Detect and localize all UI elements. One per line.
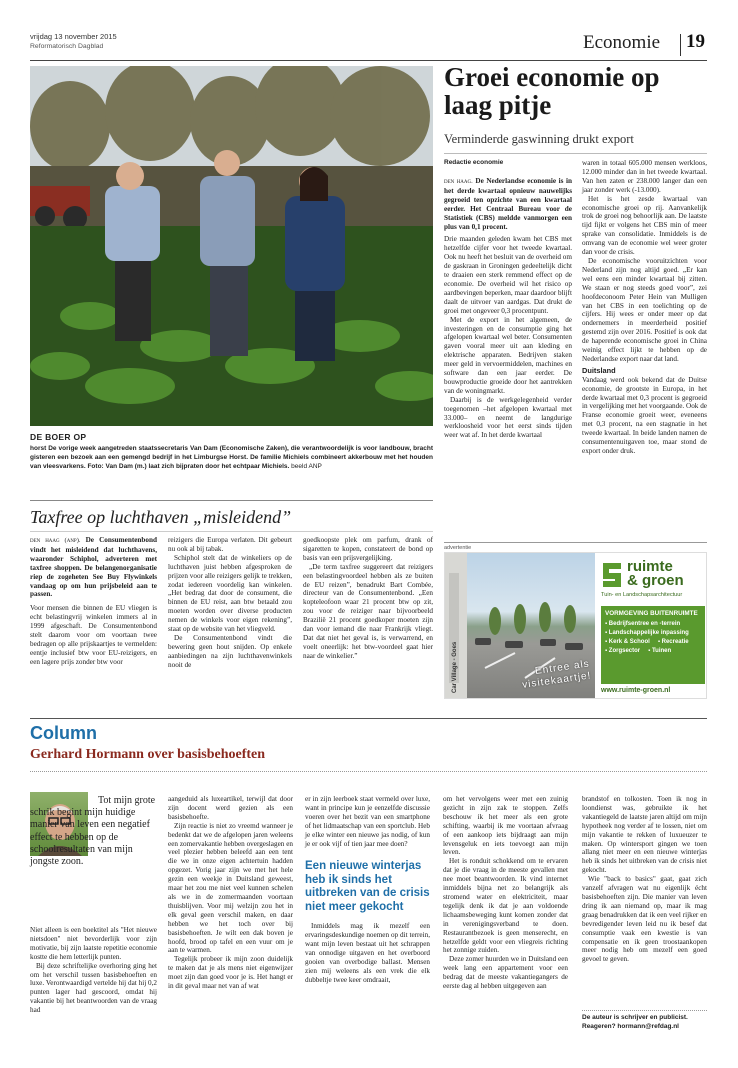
main-paragraph: waren in totaal 605.000 mensen werkloos, 12.000 minder dan in het tweede kwartaal. Van hen zaten er 238.000 langer dan een jaar zonder werk (-13.000). <box>582 159 707 194</box>
news-photo <box>30 66 433 426</box>
taxfree-col2 <box>168 536 292 670</box>
header-rule <box>30 60 707 61</box>
taxfree-paragraph: Schiphol stelt dat de winkeliers op de luchthaven juist hebben afgesproken de prijzen voor alle reizigers gelijk te trekken, zodat iedereen voordelig kan winkelen. „Het bedrag dat door de consument, die binnen de EU reist, aan btw betaald zou moeten worden over diverse producten nemen de winkels voor eigen rekening”, staat op de website van het vliegveld. <box>168 553 292 634</box>
main-subhead-duitsland: Duitsland <box>582 365 616 375</box>
main-article-col2 <box>582 159 707 456</box>
column-paragraph: Tegelijk probeer ik mijn zoon duidelijk te maken dat je als mens niet eigenwijzer moet zijn dan goed voor je is. Het hangt er in dit geval maar net van af wat <box>168 955 293 991</box>
advert-tagline: Tuin- en Landschapsarchitectuur <box>601 592 683 598</box>
photo-caption-text: horst De vorige week aangetreden staatssecretaris Van Dam (Economische Zaken), die verantwoordelijk is voor landbouw, bracht gisteren een bezoek aan een gemengd bedrijf in het Limburgse Horst. De familie Michiels combineert akkerbouw met het houden van vleesvarkens. Foto: Van Dam (m.) laat zich bijpraten door het echtpaar Michiels. <box>30 445 433 470</box>
advert-item: ▪ Recreatie <box>657 639 689 645</box>
advert-item: ▪ Bedrijfsentree en -terrein <box>605 621 681 627</box>
column-top-rule <box>30 718 707 719</box>
main-subheadline: Verminderde gaswinning drukt export <box>444 132 634 146</box>
taxfree-lead <box>30 536 157 599</box>
main-lead-text: De Nederlandse economie is in het derde kwartaal opnieuw nauwelijks gegroeid ten opzichte van een kwartaal eerder. Het Centraal Bureau voor de Statistiek (CBS) meldde vanmorgen een plus van 0,1 procent. <box>444 177 572 231</box>
taxfree-top-rule <box>30 500 433 501</box>
advert-top-rule <box>444 542 707 543</box>
column-paragraph: Inmiddels mag ik mezelf een ervaringsdeskundige noemen op dit terrein, want mijn leven bestaat uit het schrappen van onnodige uitgaven en het overboord gooien van overbodige ballast. Mensen zien mij weleens als een vrek die elk dubbeltje twee keer omdraait, <box>305 922 430 984</box>
column-paragraph: Het is ronduit schokkend om te ervaren dat je die vraag in de meeste gevallen met nee moet beantwoorden. Ik vind internet inmiddels bijna net zo belangrijk als stromend water en elektriciteit, maar tegelijk denk ik dat je aan voldoende lichaamsbeweging kunt komen zonder dat in verenigingsverband te doen. Restaurantbezoek is geen menserecht, en hetzelfde geldt voor een vliegreis richting het zonnige zuiden. <box>443 857 568 955</box>
column-paragraph: Bij deze schriftelijke overhoring ging het om het verschil tussen basisbehoeften en luxe. Verontwaardigd vertelde hij dat hij 0,2 punten lager had gescoord, omdat hij vakantie bij het beantwoorden van de vraag had <box>30 961 157 1015</box>
taxfree-headline: Taxfree op luchthaven „misleidend” <box>30 507 292 527</box>
advert-item-row <box>605 647 701 656</box>
main-paragraph: Drie maanden geleden kwam het CBS met hetzelfde cijfer voor het tweede kwartaal. Ook nu heeft het besluit van de overheid om de gaskraan in Groningen gedeeltelijk dicht te draaien een sterk remmend effect op de economie. De overheid wil het risico op aardbevingen beperken, maar daardoor blijft daalt de uitvoer van aardgas. Dat drukt de groei met ongeveer 0,3 procentpunt. <box>444 235 572 315</box>
advert-label: advertentie <box>444 545 472 551</box>
advert-logo <box>601 561 623 589</box>
column-col1 <box>30 926 157 1015</box>
advert-heading: VORMGEVING BUITENRUIMTE <box>605 610 698 617</box>
header-divider <box>680 34 681 56</box>
column-col4 <box>443 795 568 991</box>
column-footer-rule <box>582 1010 707 1011</box>
taxfree-paragraph: „De term taxfree suggereert dat reizigers een belastingvoordeel hebben als ze buiten de EU reizen”, benadrukt Bart Combée, directeur van de Consumentenbond. „Een kopteleofoon waar 21 procent btw op zit, zou voor de reiziger naar bijvoorbeeld Brazilië 21 procent goedkoper moeten zijn dan voor iemand die naar Frankrijk vliegt. Dat dat niet het geval is, is verwarrend, en voelt oneerlijk: het btw-voordeel gaat hier naar de winkelier.” <box>303 562 433 660</box>
main-paragraph: De economische vooruitzichten voor Nederland zijn nog altijd goed. „Er kan wel eens een minder kwartaal bij zitten. We staan er nog steeds goed voor”, zei hoofdeconoom Peter Hein van Mulligen van het CBS in een toelichting op de cijfers. Hij wees er onder meer op dat ondernemers in meerderheid positief gestemd zijn over 2016. Positief is ook dat de haperende economische groei in China weinig effect lijkt te hebben op de Nederlandse export naar dat land. <box>582 256 707 363</box>
advert-item: ▪ Landschappelijke inpassing <box>605 630 689 636</box>
advert-item-row <box>605 638 701 647</box>
column-paragraph: aangeduid als luxeartikel, terwijl dat door zijn docent werd gezien als een basisbehoefte. <box>168 795 293 821</box>
column-col2 <box>168 795 293 991</box>
main-paragraph: Met de export in het algemeen, de investeringen en de consumptie ging het afgelopen kwartaal wel beter. Consumenten gaven vooral meer uit aan kleding en elektrische apparaten. Bedrijven staken meer geld in vervoermiddelen, machines en software dan een jaar eerder. De bouwproductie groeide door het aantrekken van de woningmarkt. <box>444 315 572 395</box>
column-paragraph: brandstof en tolkosten. Toen ik nog in loondienst was, gebruikte ik het vakantiegeld de laatste jaren altijd om mijn hypotheek nog verder af te lossen, niet om mijn vakantie te rekken of luxueuzer te maken. Op wintersport gingen we toen allang niet meer en een nieuwe winterjas heb ik sinds het uitbreken van de crisis niet gekocht. <box>582 795 707 875</box>
column-paragraph: Deze zomer huurden we in Duitsland een week lang een appartement voor een bedrag dat de meeste vakantiegangers de eerste dag al hebben uitgegeven aan <box>443 955 568 991</box>
column-paragraph: Niet alleen is een boektitel als "Het nieuwe nietsdoen" niet bevorderlijk voor zijn motivatie, bij zijn laatste repetitie economie kostte die hem letterlijk punten. <box>30 926 157 961</box>
advert-green-box <box>601 606 705 684</box>
photo-credit: beeld ANP <box>291 463 322 470</box>
taxfree-lead-text: De Consumentenbond vindt het misleidend dat luchthavens, waaronder Schiphol, adverteren met taxfree shoppen. De belangenorganisatie riep de zogeheten See Buy Flywinkels vandaag op om hun prijsbeleid aan te passen. <box>30 536 157 599</box>
photo-caption <box>30 444 433 471</box>
advert-photo-label: Car Village - Goes <box>452 641 458 693</box>
column-col5 <box>582 795 707 964</box>
taxfree-paragraph: reizigers die Europa verlaten. Dit gebeurt nu ook al bij tabak. <box>168 536 292 553</box>
section-name: Economie <box>583 32 661 53</box>
advert-brand-line1: ruimte <box>627 558 673 575</box>
column-paragraph: Zijn reactie is niet zo vreemd wanneer je bedenkt dat we de afgelopen jaren weleens een zomervakantie hebben overgeslagen en veel plezier hebben beleefd aan een tent die we in onze eigen achtertuin hadden opgezet. Vorig jaar zijn we met het hele gezin een weekje in Duitsland geweest, maar het zou me niet veel kunnen schelen als we in de zomermaanden voortaan thuisblijven. Voor mij welzijn zou het in elk geval geen verschil maken, en daar hebben we het toch over bij basisbehoeften. Je wilt een dak boven je hoofd, brood op tafel en een vuur om je aan te warmen. <box>168 821 293 955</box>
advert-item: ▪ Zorgsector <box>605 648 641 654</box>
main-subhead-rule <box>444 153 707 154</box>
advert-photo-slogan: Entree als visitekaartje! <box>521 658 593 691</box>
page-number: 19 <box>686 31 705 52</box>
advert-url[interactable]: www.ruimte-groen.nl <box>601 687 671 694</box>
column-paragraph: om het vervolgens weer met een zuinig gezicht in zijn zak te stoppen. Zelfs beschouw ik het meer als een grote schifting, waarbij ik me voortaan afvraag of een aankoop iets bijdraagt aan mijn levensgeluk en iets toevoegt aan mijn leven. <box>443 795 568 857</box>
taxfree-head-rule <box>30 531 433 532</box>
main-lead <box>444 177 572 231</box>
taxfree-col1 <box>30 536 157 667</box>
main-headline: Groei economie op laag pitje <box>444 62 660 120</box>
advertisement[interactable] <box>444 552 707 699</box>
main-paragraph: Het is het zesde kwartaal van economische groei op rij. Aanvankelijk trok de groei nog behoorlijk aan. De laatste tijd fijkt er volgens het CBS min of meer sprake van consolidatie. Inmiddels is de omvang van de economie wel weer groter dan voor de crisis. <box>582 194 707 257</box>
advert-item: ▪ Kerk & School <box>605 639 650 645</box>
column-pullquote: Een nieuwe winterjas heb ik sinds het uitbreken van de crisis niet meer gekocht <box>305 860 430 913</box>
taxfree-lead-dateline: den haag (anp). <box>30 537 81 544</box>
advert-photo <box>445 553 595 699</box>
column-col3 <box>305 795 430 985</box>
advert-logo-icon <box>601 561 623 589</box>
photo-illustration <box>30 66 433 426</box>
column-label: Column <box>30 723 97 743</box>
taxfree-paragraph: De Consumentenbond vindt die bewering geen hout snijden. Op enkele aanbiedingen na zijn luchthavenwinkels nooit de <box>168 633 292 669</box>
column-intro: Tot mijn grote schrik begint mijn huidige manier van leven een negatief effect te hebben op de schoolresultaten van mijn jongste zoon. <box>30 795 156 868</box>
publication-name: Reformatorisch Dagblad <box>30 43 104 50</box>
main-paragraph: Daarbij is de werkgelegenheid verder toegenomen –het afgelopen kwartaal met 33.000– en neemt de langdurige werkloosheid voor het eerst sinds tijden weer wat af. In het derde kwartaal <box>444 395 572 440</box>
advert-item: ▪ Tuinen <box>648 648 672 654</box>
page-date: vrijdag 13 november 2015 <box>30 32 117 41</box>
taxfree-col3 <box>303 536 433 661</box>
taxfree-paragraph: goedkoopste plek om parfum, drank of sigaretten te kopen, constateert de bond op basis van een prijsvergelijking. <box>303 536 433 562</box>
column-paragraph: er in zijn leerboek staat vermeld over luxe, want in principe kun je eenzelfde discussie voeren over het bezit van een smartphone of het lidmaatschap van een sportclub. Heb je elke winter een nieuwe jas nodig, of kun je er ook vijf of tien jaar mee doen? <box>305 795 430 848</box>
main-article-col1 <box>444 177 572 440</box>
column-title: Gerhard Hormann over basisbehoeften <box>30 747 266 762</box>
main-byline: Redactie economie <box>444 159 504 166</box>
main-paragraph: Vandaag werd ook bekend dat de Duitse economie, de grootste in Europa, in het derde kwartaal met 0,3 procent is gegroeid in vergelijking met het voorgaande. Ook de Franse economie groeit weer, eveneens met 0,3 procent, na een stagnatie in het tweede kwartaal. In beide landen namen de consumentenuitgaven toe, maar stond de export onder druk. <box>582 375 707 455</box>
column-paragraph: Wie "back to basics" gaat, gaat zich vanzelf afvragen wat nu eigenlijk écht basisbehoeften zijn. Die manier van leven dring ik aan niemand op, maar ik mag graag benadrukken dat ik een veel rijker en bevredigender leven leid nu ik besef dat consumptie vaak een kwestie is van compensatie en ik geen troostaankopen meer nodig heb om mezelf een goed gevoel te geven. <box>582 875 707 964</box>
main-lead-dateline: den haag. <box>444 178 473 185</box>
taxfree-paragraph: Voor mensen die binnen de EU vliegen is echt belastingvrij winkelen immers al in 1999 afgeschaft. De Consumentenbond stelt daarom voor om voortaan twee bedragen op alle prijskaartjes te vermelden: eentje inclusief btw voor EU-reizigers, en een lagere prijs zonder btw voor <box>30 604 157 666</box>
photo-caption-title: DE BOER OP <box>30 432 87 442</box>
column-footer: De auteur is schrijver en publicist. Reageren? hormann@refdag.nl <box>582 1014 688 1030</box>
advert-brand-line2: & groen <box>627 572 684 589</box>
column-title-rule <box>30 771 707 772</box>
